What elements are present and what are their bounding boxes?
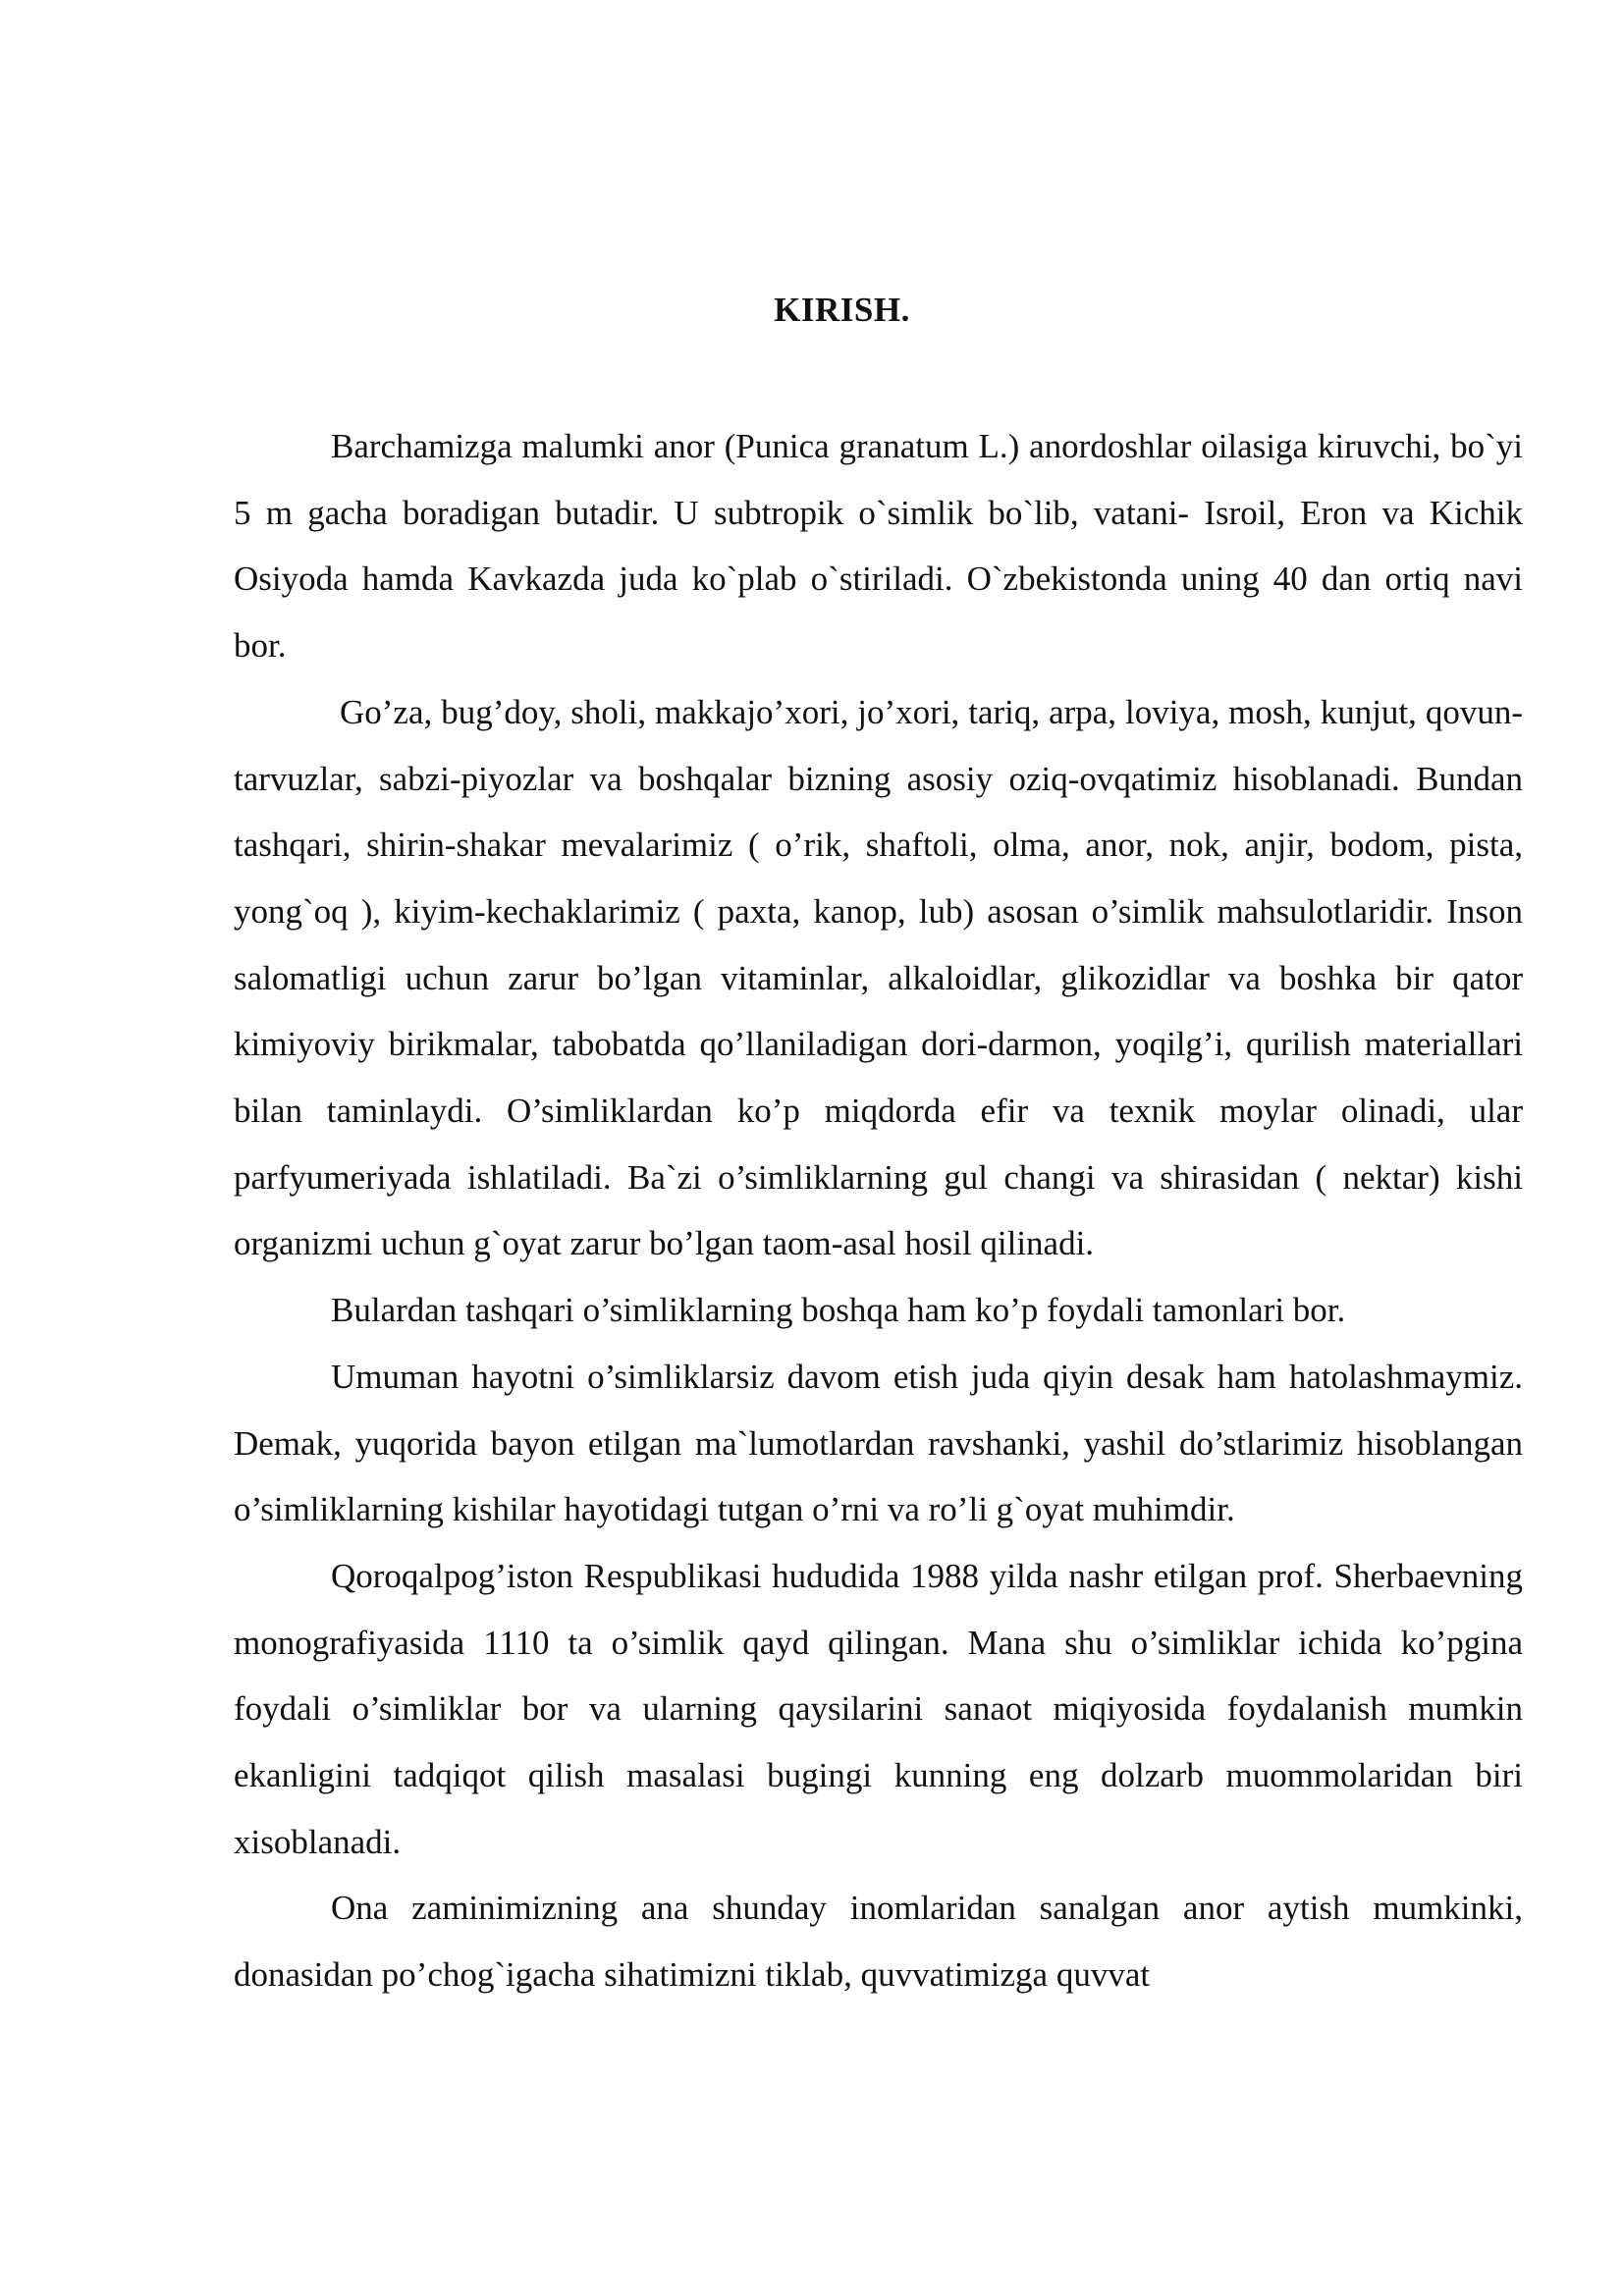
paragraph-crops: Go’za, bug’doy, sholi, makkajo’xori, jo’xori, tariq, arpa, loviya, mosh, kunjut, qovun-tarvuzlar, sabzi-piyozlar va boshqalar bizning asosiy oziq-ovqatimiz hisoblanadi. Bundan tashqari, shirin-shakar mevalarimiz ( o’rik, shaftoli, olma, anor, nok, anjir, bodom, pista, yong`oq ), kiyim-kechaklarimiz ( paxta, kanop, lub) asosan o’simlik mahsulotlaridir. Inson salomatligi uchun zarur bo’lgan vitaminlar, alkaloidlar, glikozidlar va boshka bir qator kimiyoviy birikmalar, tabobatda qo’llaniladigan dori-darmon, yoqilg’i, qurilish materiallari bilan taminlaydi. O’simliklardan ko’p miqdorda efir va texnik moylar olinadi, ular parfyumeriyada ishlatiladi. Ba`zi o’simliklarning gul changi va shirasidan ( nektar) kishi organizmi uchun g`oyat zarur bo’lgan taom-asal hosil qilinadi. [234,692,1523,1263]
paragraph-karakalpakstan: Qoroqalpog’iston Respublikasi hududida 1988 yilda nashr etilgan prof. Sherbaevning monografiyasida 1110 ta o’simlik qayd qilingan. Mana shu o’simliklar ichida ko’pgina foydali o’simliklar bor va ularning qaysilarini sanaot miqiyosida foydalanish mumkin ekanligini tadqiqot qilish masalasi bugingi kunning eng dolzarb muommolaridan biri xisoblanadi. [234,1556,1523,1861]
paragraph-benefits: Bulardan tashqari o’simliklarning boshqa ham ko’p foydali tamonlari bor. [331,1291,1346,1330]
page-title: KIRISH. [774,291,910,329]
body-text [234,413,1523,2008]
paragraph-importance: Umuman hayotni o’simliklarsiz davom etish juda qiyin desak ham hatolashmaymiz. Demak, yuqorida bayon etilgan ma`lumotlardan ravshanki, yashil do’stlarimiz hisoblangan o’simliklarning kishilar hayotidagi tutgan o’rni va ro’li g`oyat muhimdir. [234,1357,1523,1529]
paragraph-pomegranate: Ona zaminimizning ana shunday inomlaridan sanalgan anor aytish mumkinki, donasidan po’chog`igacha sihatimizni tiklab, quvvatimizga quvvat [234,1889,1523,1995]
paragraph-intro: Barchamizga malumki anor (Punica granatum L.) anordoshlar oilasiga kiruvchi, bo`yi 5 m gacha boradigan butadir. U subtropik o`simlik bo`lib, vatani- Isroil, Eron va Kichik Osiyoda hamda Kavkazda juda ko`plab o`stiriladi. O`zbekistonda uning 40 dan ortiq navi bor. [234,427,1523,666]
